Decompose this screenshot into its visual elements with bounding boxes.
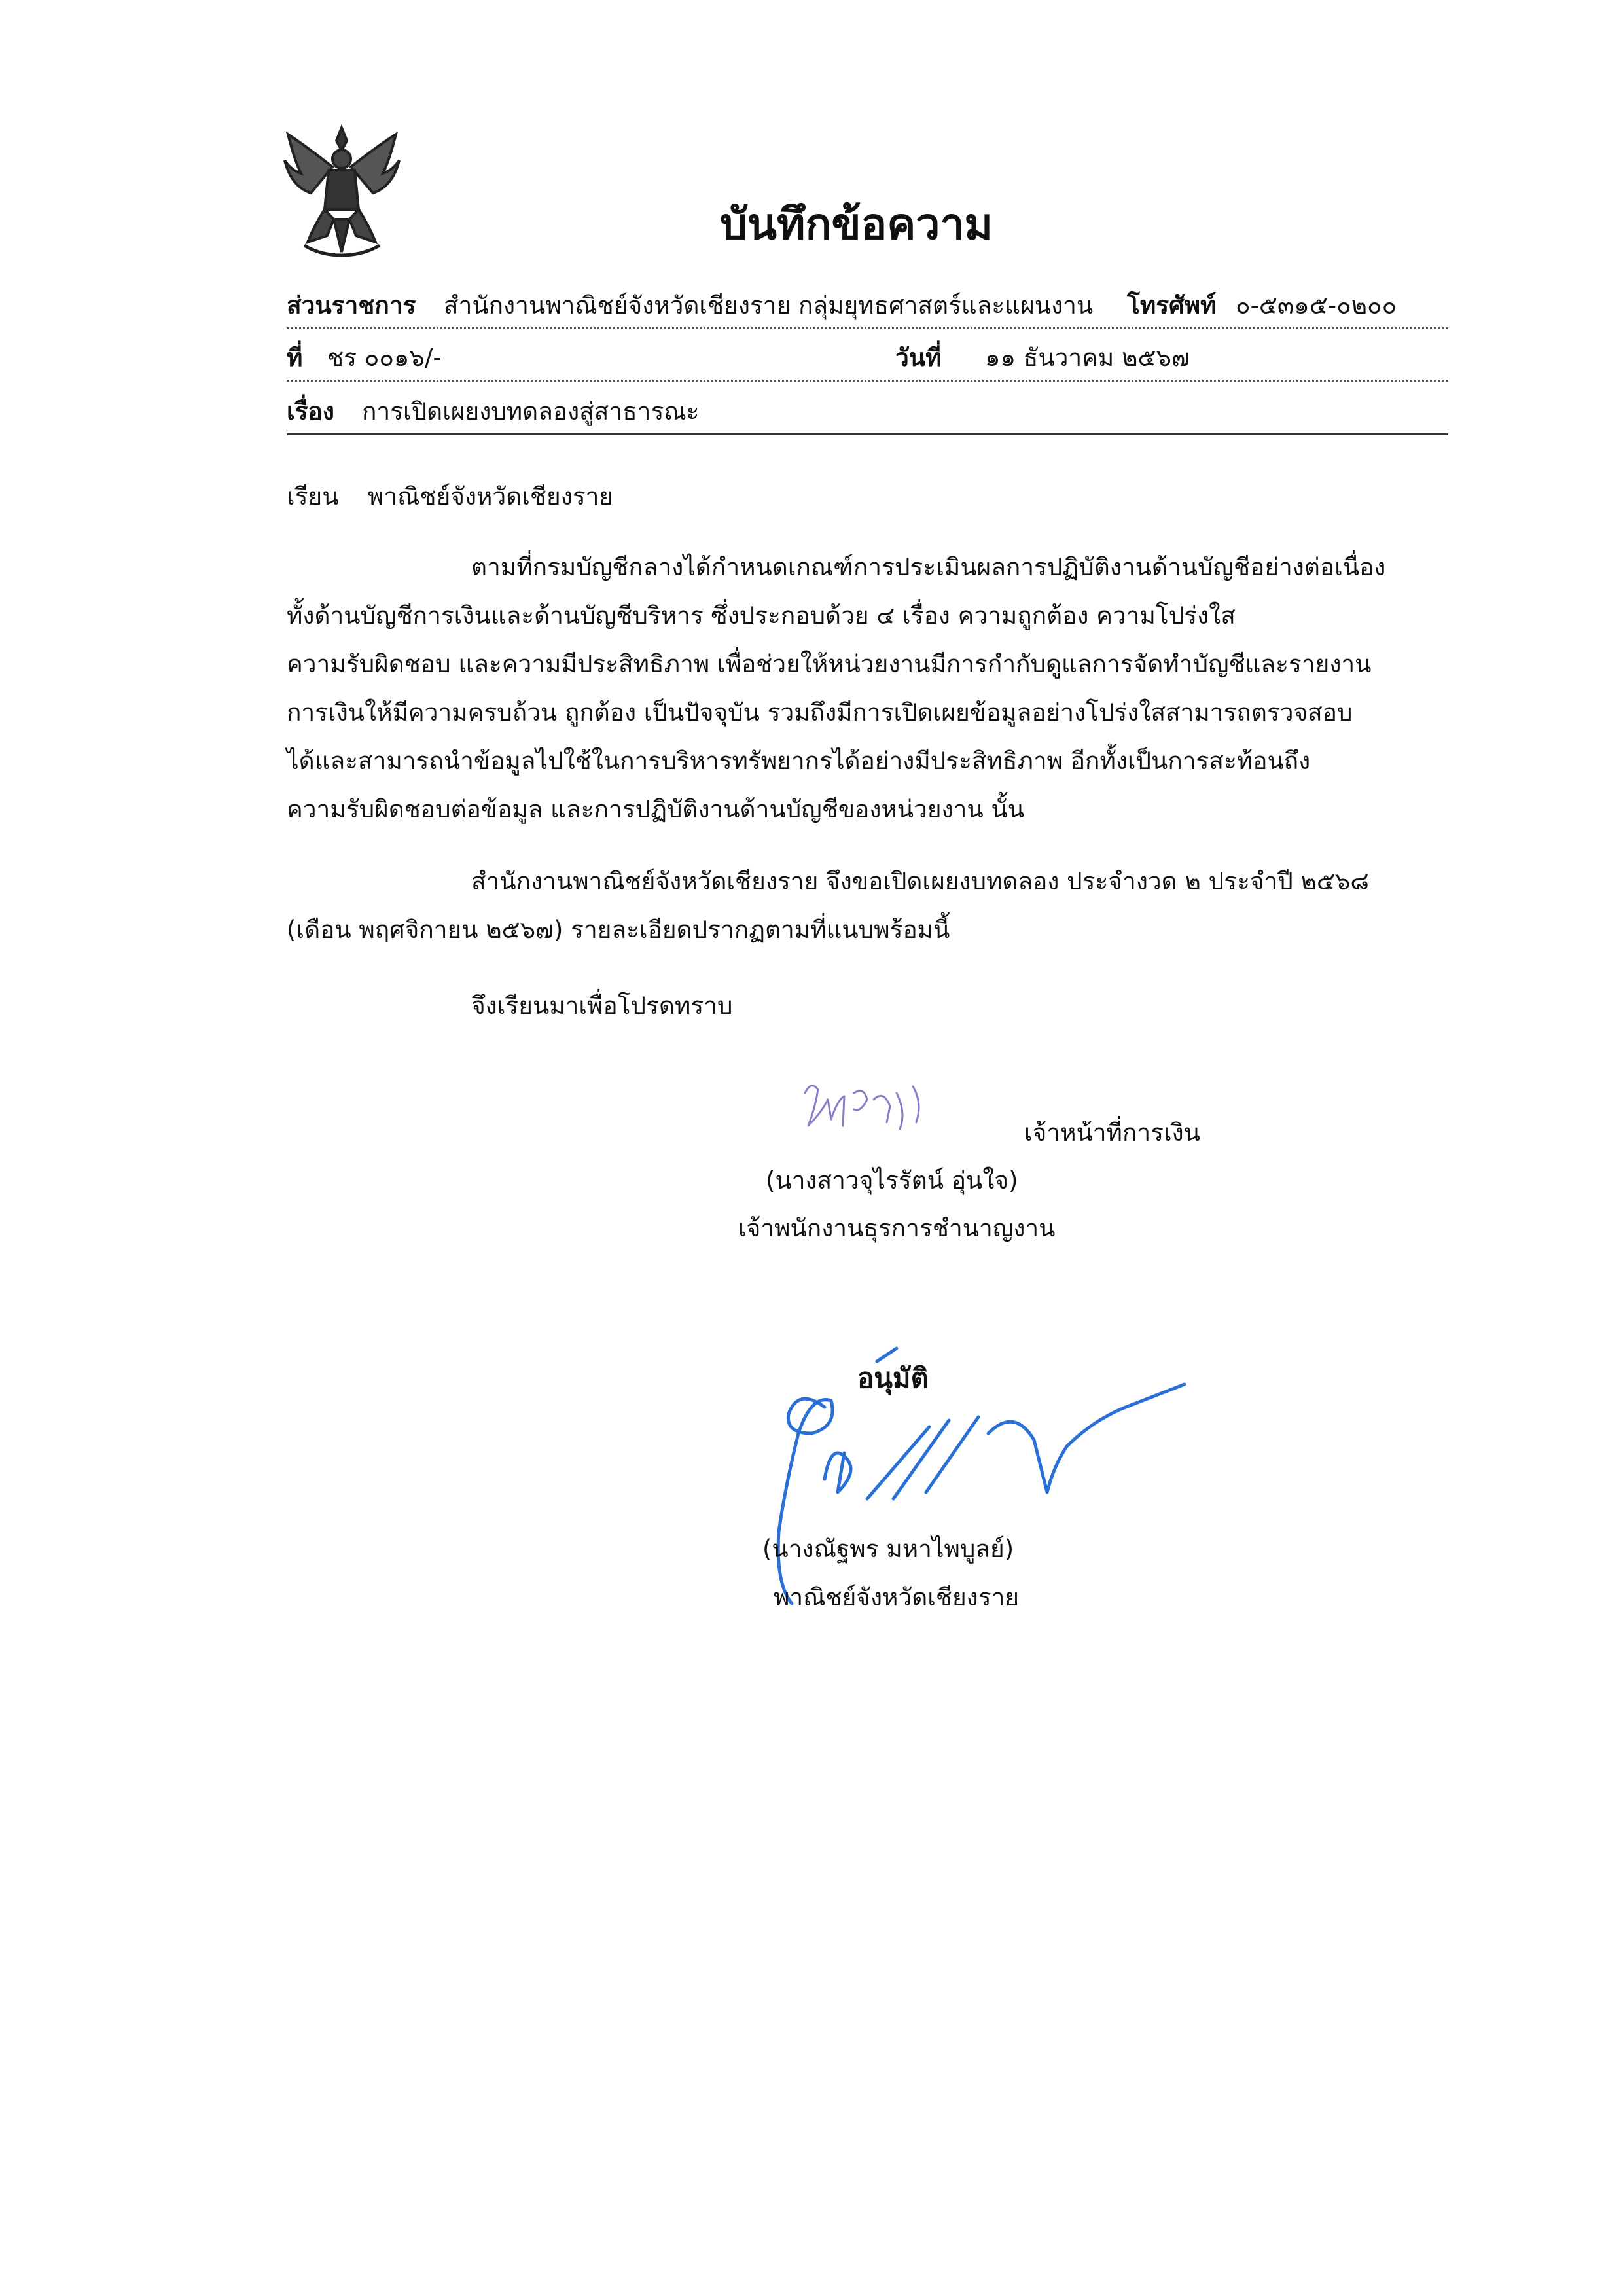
- phone-label: โทรศัพท์: [1127, 291, 1217, 319]
- paragraph-1-line: ทั้งด้านบัญชีการเงินและด้านบัญชีบริหาร ซึ่งประกอบด้วย ๔ เรื่อง ความถูกต้อง ความโปร่งใส: [287, 601, 1236, 630]
- approver-position: พาณิชย์จังหวัดเชียงราย: [774, 1583, 1020, 1611]
- paragraph-1-line: การเงินให้มีความครบถ้วน ถูกต้อง เป็นปัจจุบัน รวมถึงมีการเปิดเผยข้อมูลอย่างโปร่งใสสามารถตรวจสอบ: [287, 698, 1353, 726]
- signatory-1-name: (นางสาวจุไรรัตน์ อุ่นใจ): [766, 1166, 1018, 1194]
- salutation-label: เรียน: [287, 482, 339, 511]
- phone-value: ๐-๕๓๑๕-๐๒๐๐: [1236, 291, 1397, 319]
- memo-title: บันทึกข้อความ: [720, 199, 993, 249]
- approver-signature: [726, 1335, 1198, 1610]
- closing-text: จึงเรียนมาเพื่อโปรดทราบ: [471, 992, 733, 1020]
- signature-1: [792, 1073, 949, 1145]
- ref-label: ที่: [287, 344, 303, 372]
- approval-label: อนุมัติ: [857, 1362, 929, 1394]
- date-label: วันที่: [895, 344, 942, 372]
- paragraph-2-line: สำนักงานพาณิชย์จังหวัดเชียงราย จึงขอเปิดเผยงบทดลอง ประจำงวด ๒ ประจำปี ๒๕๖๘: [471, 867, 1369, 895]
- subject-value: การเปิดเผยงบทดลองสู่สาธารณะ: [362, 397, 700, 425]
- approver-name: (นางณัฐพร มหาไพบูลย์): [762, 1535, 1014, 1563]
- paragraph-1-line: ตามที่กรมบัญชีกลางได้กำหนดเกณฑ์การประเมินผลการปฏิบัติงานด้านบัญชีอย่างต่อเนื่อง: [471, 553, 1386, 581]
- ref-value: ชร ๐๐๑๖/-: [327, 344, 442, 372]
- subject-rule: [287, 433, 1448, 435]
- signatory-1-position: เจ้าพนักงานธุรการชำนาญงาน: [738, 1214, 1056, 1242]
- paragraph-1-line: ได้และสามารถนำข้อมูลไปใช้ในการบริหารทรัพยากรได้อย่างมีประสิทธิภาพ อีกทั้งเป็นการสะท้อนถึง: [287, 747, 1311, 775]
- paragraph-1-line: ความรับผิดชอบ และความมีประสิทธิภาพ เพื่อช่วยให้หน่วยงานมีการกำกับดูแลการจัดทำบัญชีและรายงาน: [287, 650, 1372, 678]
- body-paragraph-1: [287, 543, 1415, 834]
- date-value: ๑๑ ธันวาคม ๒๕๖๗: [985, 344, 1190, 372]
- signatory-1-role: เจ้าหน้าที่การเงิน: [1024, 1119, 1201, 1147]
- paragraph-1-line: ความรับผิดชอบต่อข้อมูล และการปฏิบัติงานด้านบัญชีของหน่วยงาน นั้น: [287, 795, 1025, 823]
- paragraph-2-line: (เดือน พฤศจิกายน ๒๕๖๗) รายละเอียดปรากฏตามที่แนบพร้อมนี้: [287, 916, 950, 944]
- body-paragraph-2: [287, 857, 1415, 954]
- salutation-value: พาณิชย์จังหวัดเชียงราย: [368, 482, 614, 511]
- garuda-emblem: [281, 121, 402, 259]
- agency-label: ส่วนราชการ: [287, 291, 416, 319]
- agency-value: สำนักงานพาณิชย์จังหวัดเชียงราย กลุ่มยุทธศาสตร์และแผนงาน: [444, 291, 1094, 319]
- subject-label: เรื่อง: [287, 397, 334, 425]
- ref-dotted-line: [287, 380, 1448, 382]
- agency-dotted-line: [287, 327, 1448, 329]
